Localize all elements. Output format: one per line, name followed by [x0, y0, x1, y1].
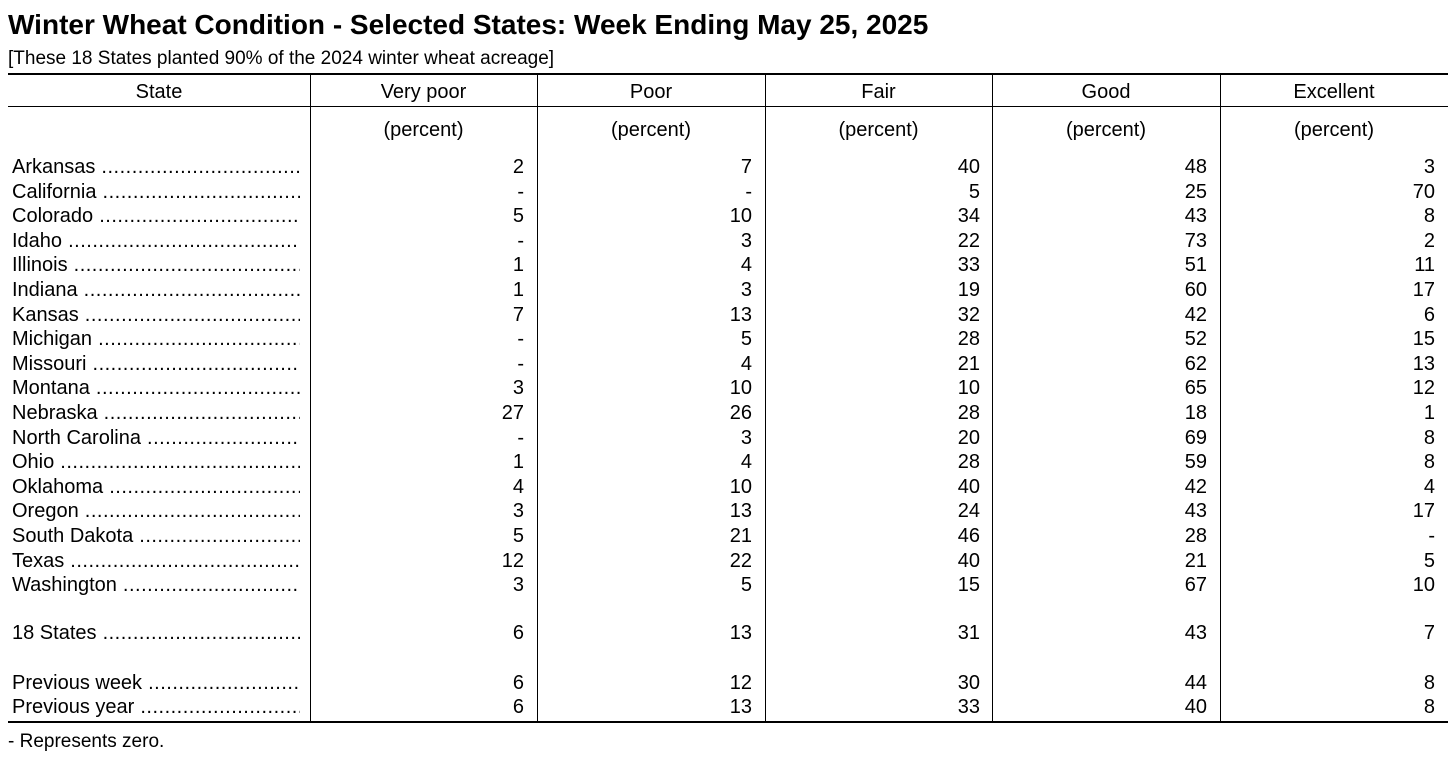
fair-value: 34	[957, 205, 980, 228]
fair-value: 24	[957, 500, 980, 523]
fair-value: 46	[957, 525, 980, 547]
very-poor-value: -	[517, 180, 524, 203]
previous-year-row	[0, 695, 1452, 719]
state-name: 18 States .....	[12, 621, 300, 645]
table-row	[0, 549, 1452, 573]
table-row	[0, 229, 1452, 253]
poor-value: 7	[740, 156, 752, 178]
table-top-rule	[8, 73, 1448, 75]
good-value: 59	[1184, 451, 1207, 474]
footnote: - Represents zero.	[8, 731, 165, 752]
good-value: 21	[1184, 549, 1207, 572]
table-row	[0, 278, 1452, 302]
poor-value: 13	[729, 696, 752, 719]
table-row	[0, 401, 1452, 425]
state-name: Texas .....	[12, 549, 300, 573]
state-name: Idaho .....	[12, 229, 300, 253]
state-name: Ohio .....	[12, 450, 300, 474]
very-poor-value: 4	[512, 475, 524, 498]
table-row	[0, 155, 1452, 179]
poor-value: 4	[740, 352, 752, 375]
fair-value: 40	[957, 475, 980, 498]
state-name: Oregon .....	[12, 499, 300, 523]
state-name: Oklahoma .....	[12, 475, 300, 499]
unit-label-excellent: (percent)	[1293, 119, 1375, 141]
fair-value: 28	[957, 451, 980, 474]
column-header-poor: Poor	[629, 81, 673, 103]
header-bottom-rule	[8, 106, 1448, 107]
poor-value: 10	[729, 205, 752, 228]
fair-value: 21	[957, 352, 980, 375]
very-poor-value: 2	[512, 156, 524, 178]
previous-week-row	[0, 671, 1452, 695]
fair-value: 33	[957, 696, 980, 719]
state-name: Indiana .....	[12, 278, 300, 302]
good-value: 65	[1184, 377, 1207, 400]
very-poor-value: 3	[512, 574, 524, 597]
poor-value: 3	[740, 229, 752, 252]
good-value: 42	[1184, 303, 1207, 326]
good-value: 67	[1184, 574, 1207, 597]
excellent-value: 2	[1423, 229, 1435, 252]
poor-value: 3	[740, 279, 752, 301]
very-poor-value: 5	[512, 525, 524, 547]
fair-value: 22	[957, 229, 980, 252]
table-row	[0, 352, 1452, 376]
very-poor-value: 3	[512, 500, 524, 523]
state-name: Montana .....	[12, 376, 300, 400]
excellent-value: 12	[1412, 377, 1435, 400]
fair-value: 30	[957, 672, 980, 694]
state-name: Kansas .....	[12, 303, 300, 327]
good-value: 73	[1184, 229, 1207, 252]
excellent-value: 10	[1412, 574, 1435, 597]
state-name: North Carolina .....	[12, 426, 300, 450]
excellent-value: 4	[1423, 475, 1435, 498]
excellent-value: 17	[1412, 500, 1435, 523]
fair-value: 40	[957, 549, 980, 572]
excellent-value: 7	[1423, 622, 1435, 644]
excellent-value: -	[1428, 525, 1435, 547]
very-poor-value: -	[517, 426, 524, 449]
fair-value: 20	[957, 426, 980, 449]
good-value: 43	[1184, 500, 1207, 523]
very-poor-value: 6	[512, 672, 524, 694]
very-poor-value: 6	[512, 622, 524, 644]
fair-value: 10	[957, 377, 980, 400]
good-value: 28	[1184, 525, 1207, 547]
excellent-value: 1	[1423, 402, 1435, 424]
good-value: 42	[1184, 475, 1207, 498]
fair-value: 40	[957, 156, 980, 178]
column-header-fair: Fair	[861, 81, 896, 103]
very-poor-value: -	[517, 352, 524, 375]
very-poor-value: -	[517, 328, 524, 351]
very-poor-value: 12	[501, 549, 524, 572]
excellent-value: 3	[1423, 156, 1435, 178]
page-title: Winter Wheat Condition - Selected States: Week Ending May 25, 2025	[8, 9, 929, 40]
column-header-very-poor: Very poor	[380, 81, 467, 103]
fair-value: 19	[957, 279, 980, 301]
table-row	[0, 180, 1452, 204]
fair-value: 33	[957, 254, 980, 277]
poor-value: 13	[729, 622, 752, 644]
fair-value: 31	[957, 622, 980, 644]
excellent-value: 15	[1412, 328, 1435, 351]
state-name: Previous week .....	[12, 671, 300, 695]
table-row	[0, 426, 1452, 450]
poor-value: 5	[740, 574, 752, 597]
state-name: Illinois .....	[12, 253, 300, 277]
very-poor-value: 7	[512, 303, 524, 326]
very-poor-value: 1	[512, 451, 524, 474]
poor-value: 12	[729, 672, 752, 694]
table-row	[0, 450, 1452, 474]
good-value: 48	[1184, 156, 1207, 178]
poor-value: 5	[740, 328, 752, 351]
excellent-value: 11	[1414, 254, 1435, 277]
good-value: 43	[1184, 622, 1207, 644]
excellent-value: 8	[1423, 205, 1435, 228]
good-value: 25	[1184, 180, 1207, 203]
table-bottom-rule	[8, 721, 1448, 723]
good-value: 18	[1184, 402, 1207, 424]
poor-value: 13	[729, 500, 752, 523]
table-row	[0, 499, 1452, 523]
poor-value: 22	[729, 549, 752, 572]
table-row	[0, 524, 1452, 548]
poor-value: 3	[740, 426, 752, 449]
good-value: 52	[1184, 328, 1207, 351]
excellent-value: 8	[1423, 451, 1435, 474]
state-name: Michigan .....	[12, 327, 300, 351]
very-poor-value: -	[517, 229, 524, 252]
state-name: Nebraska .....	[12, 401, 300, 425]
state-name: Missouri .....	[12, 352, 300, 376]
good-value: 44	[1184, 672, 1207, 694]
fair-value: 32	[957, 303, 980, 326]
poor-value: 4	[740, 254, 752, 277]
table-row	[0, 376, 1452, 400]
poor-value: 21	[729, 525, 752, 547]
very-poor-value: 6	[512, 696, 524, 719]
poor-value: 13	[729, 303, 752, 326]
column-header-good: Good	[1081, 81, 1131, 103]
unit-label-poor: (percent)	[610, 119, 692, 141]
very-poor-value: 5	[512, 205, 524, 228]
unit-label-good: (percent)	[1065, 119, 1147, 141]
fair-value: 5	[968, 180, 980, 203]
fair-value: 28	[957, 328, 980, 351]
good-value: 60	[1184, 279, 1207, 301]
table-row	[0, 303, 1452, 327]
column-header-excellent: Excellent	[1293, 81, 1375, 103]
poor-value: 10	[729, 377, 752, 400]
state-name: Previous year .....	[12, 695, 300, 719]
state-name: Colorado .....	[12, 204, 300, 228]
good-value: 51	[1184, 254, 1207, 277]
table-row	[0, 327, 1452, 351]
poor-value: 26	[729, 402, 752, 424]
poor-value: 4	[740, 451, 752, 474]
fair-value: 15	[957, 574, 980, 597]
excellent-value: 8	[1423, 426, 1435, 449]
total-row	[0, 621, 1452, 645]
unit-label-very-poor: (percent)	[383, 119, 464, 141]
good-value: 62	[1184, 352, 1207, 375]
excellent-value: 6	[1423, 303, 1435, 326]
unit-label-fair: (percent)	[838, 119, 919, 141]
poor-value: -	[745, 180, 752, 203]
excellent-value: 13	[1412, 352, 1435, 375]
state-name: Arkansas .....	[12, 155, 300, 179]
very-poor-value: 1	[512, 279, 524, 301]
excellent-value: 8	[1423, 672, 1435, 694]
table-row	[0, 475, 1452, 499]
good-value: 40	[1184, 696, 1207, 719]
page-subtitle: [These 18 States planted 90% of the 2024 winter wheat acreage]	[8, 48, 555, 69]
very-poor-value: 27	[501, 402, 524, 424]
state-name: South Dakota .....	[12, 524, 300, 548]
column-header-state: State	[135, 81, 183, 103]
excellent-value: 8	[1423, 696, 1435, 719]
very-poor-value: 1	[512, 254, 524, 277]
very-poor-value: 3	[512, 377, 524, 400]
excellent-value: 5	[1423, 549, 1435, 572]
poor-value: 10	[729, 475, 752, 498]
table-row	[0, 204, 1452, 228]
good-value: 69	[1184, 426, 1207, 449]
state-name: Washington .....	[12, 573, 300, 597]
fair-value: 28	[957, 402, 980, 424]
state-name: California .....	[12, 180, 300, 204]
good-value: 43	[1184, 205, 1207, 228]
table-row	[0, 253, 1452, 277]
excellent-value: 17	[1412, 279, 1435, 301]
table-row	[0, 573, 1452, 597]
excellent-value: 70	[1412, 180, 1435, 203]
